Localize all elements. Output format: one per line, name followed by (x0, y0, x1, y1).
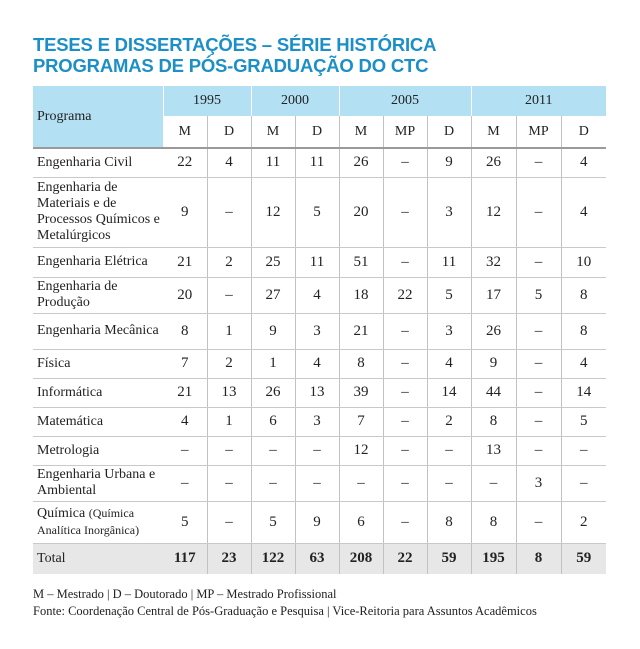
value-cell: 5 (561, 407, 606, 436)
value-cell: 14 (427, 378, 471, 407)
total-value-cell: 22 (383, 543, 427, 574)
value-cell: 26 (471, 148, 516, 177)
subheader-cell: MP (383, 116, 427, 148)
value-cell: 2 (207, 247, 251, 277)
value-cell: – (383, 349, 427, 378)
value-cell: 12 (471, 177, 516, 247)
total-value-cell: 208 (339, 543, 383, 574)
year-header-1995: 1995 (163, 86, 251, 116)
title-line-2: PROGRAMAS DE PÓS-GRADUAÇÃO DO CTC (33, 55, 429, 76)
value-cell: – (516, 436, 561, 465)
source-note: Fonte: Coordenação Central de Pós-Graduação e Pesquisa | Vice-Reitoria para Assuntos Acadêmicos (33, 604, 537, 618)
year-header-2000: 2000 (251, 86, 339, 116)
table-row (33, 465, 606, 501)
value-cell: – (383, 247, 427, 277)
value-cell: 11 (427, 247, 471, 277)
value-cell: 26 (339, 148, 383, 177)
value-cell: 1 (207, 313, 251, 349)
value-cell: 25 (251, 247, 295, 277)
value-cell: 13 (471, 436, 516, 465)
value-cell: 21 (339, 313, 383, 349)
program-name-cell (33, 378, 163, 407)
table-body (33, 148, 606, 574)
value-cell: – (383, 436, 427, 465)
value-cell: 5 (163, 501, 207, 543)
value-cell: – (295, 465, 339, 501)
value-cell: 27 (251, 277, 295, 313)
value-cell: 13 (295, 378, 339, 407)
value-cell: – (383, 313, 427, 349)
value-cell: 8 (561, 313, 606, 349)
program-subtitle: (Química Analítica Inorgânica) (37, 506, 140, 537)
value-cell: – (163, 465, 207, 501)
value-cell: 9 (163, 177, 207, 247)
value-cell: 3 (295, 313, 339, 349)
legend-note: M – Mestrado | D – Doutorado | MP – Mestrado Profissional (33, 587, 337, 601)
value-cell: 3 (516, 465, 561, 501)
value-cell: 2 (207, 349, 251, 378)
subheader-cell: M (163, 116, 207, 148)
value-cell: 2 (561, 501, 606, 543)
total-value-cell: 59 (561, 543, 606, 574)
value-cell: 9 (471, 349, 516, 378)
table-header (33, 86, 606, 148)
value-cell: – (383, 378, 427, 407)
value-cell: 8 (471, 501, 516, 543)
total-value-cell: 122 (251, 543, 295, 574)
value-cell: 14 (561, 378, 606, 407)
value-cell: 44 (471, 378, 516, 407)
value-cell: 7 (339, 407, 383, 436)
value-cell: 51 (339, 247, 383, 277)
value-cell: 26 (251, 378, 295, 407)
value-cell: – (163, 436, 207, 465)
value-cell: 32 (471, 247, 516, 277)
value-cell: – (516, 247, 561, 277)
value-cell: – (295, 436, 339, 465)
value-cell: 6 (339, 501, 383, 543)
program-name-cell (33, 177, 163, 247)
total-row (33, 543, 606, 574)
value-cell: 4 (427, 349, 471, 378)
subheader-cell: D (561, 116, 606, 148)
program-name-cell (33, 247, 163, 277)
value-cell: 3 (427, 177, 471, 247)
program-name-cell (33, 148, 163, 177)
value-cell: 6 (251, 407, 295, 436)
total-label: Total (33, 543, 163, 574)
data-table (33, 86, 606, 574)
value-cell: – (516, 407, 561, 436)
program-name: Engenharia Mecânica (37, 323, 159, 338)
table-row (33, 436, 606, 465)
subheader-cell: M (339, 116, 383, 148)
value-cell: – (561, 436, 606, 465)
value-cell: 4 (561, 349, 606, 378)
value-cell: – (427, 436, 471, 465)
value-cell: 8 (561, 277, 606, 313)
value-cell: 5 (516, 277, 561, 313)
total-value-cell: 59 (427, 543, 471, 574)
value-cell: 9 (251, 313, 295, 349)
value-cell: 1 (207, 407, 251, 436)
value-cell: 21 (163, 247, 207, 277)
value-cell: – (383, 501, 427, 543)
value-cell: 3 (295, 407, 339, 436)
footnotes (33, 586, 633, 620)
value-cell: 21 (163, 378, 207, 407)
value-cell: – (207, 277, 251, 313)
value-cell: 4 (561, 177, 606, 247)
value-cell: 9 (295, 501, 339, 543)
value-cell: – (516, 313, 561, 349)
table-row (33, 148, 606, 177)
value-cell: 11 (295, 247, 339, 277)
program-name-cell (33, 313, 163, 349)
total-value-cell: 63 (295, 543, 339, 574)
program-name: Matemática (37, 413, 104, 429)
value-cell: 12 (251, 177, 295, 247)
value-cell: 26 (471, 313, 516, 349)
value-cell: – (561, 465, 606, 501)
value-cell: 8 (427, 501, 471, 543)
table-row (33, 247, 606, 277)
value-cell: 5 (427, 277, 471, 313)
value-cell: 11 (295, 148, 339, 177)
table-row (33, 313, 606, 349)
value-cell: 5 (251, 501, 295, 543)
value-cell: – (207, 436, 251, 465)
program-name-cell (33, 407, 163, 436)
value-cell: 39 (339, 378, 383, 407)
subheader-cell: D (207, 116, 251, 148)
year-header-2011: 2011 (471, 86, 606, 116)
program-name-cell (33, 277, 163, 313)
value-cell: – (516, 349, 561, 378)
program-name: Engenharia Civil (37, 154, 133, 170)
subheader-cell: D (427, 116, 471, 148)
program-name: Engenharia Elétrica (37, 254, 148, 269)
value-cell: 12 (339, 436, 383, 465)
program-name-cell (33, 465, 163, 501)
program-name: Física (37, 355, 71, 371)
table-row (33, 349, 606, 378)
value-cell: – (339, 465, 383, 501)
value-cell: – (207, 501, 251, 543)
value-cell: – (251, 436, 295, 465)
value-cell: 8 (471, 407, 516, 436)
total-value-cell: 195 (471, 543, 516, 574)
value-cell: 1 (251, 349, 295, 378)
total-value-cell: 8 (516, 543, 561, 574)
value-cell: 7 (163, 349, 207, 378)
subheader-cell: D (295, 116, 339, 148)
value-cell: 4 (295, 277, 339, 313)
program-name: Engenharia de Materiais e de Processos Químicos e Metalúrgicos (37, 180, 160, 243)
title-line-1: TESES E DISSERTAÇÕES – SÉRIE HISTÓRICA (33, 34, 437, 55)
total-value-cell: 23 (207, 543, 251, 574)
value-cell: 9 (427, 148, 471, 177)
value-cell: 22 (163, 148, 207, 177)
program-name: Engenharia Urbana e Ambiental (37, 467, 156, 498)
subheader-cell: MP (516, 116, 561, 148)
value-cell: 4 (561, 148, 606, 177)
program-name: Informática (37, 384, 103, 400)
page-title (33, 34, 613, 76)
value-cell: 5 (295, 177, 339, 247)
value-cell: 2 (427, 407, 471, 436)
value-cell: 17 (471, 277, 516, 313)
value-cell: 18 (339, 277, 383, 313)
value-cell: 13 (207, 378, 251, 407)
value-cell: 20 (163, 277, 207, 313)
program-name: Química (37, 506, 86, 521)
value-cell: 4 (163, 407, 207, 436)
program-name-cell (33, 501, 163, 543)
table-row (33, 407, 606, 436)
value-cell: 10 (561, 247, 606, 277)
value-cell: – (383, 148, 427, 177)
value-cell: 8 (163, 313, 207, 349)
table-row (33, 177, 606, 247)
subheader-cell: M (471, 116, 516, 148)
value-cell: – (516, 177, 561, 247)
subheader-cell: M (251, 116, 295, 148)
value-cell: – (516, 501, 561, 543)
value-cell: – (251, 465, 295, 501)
value-cell: 20 (339, 177, 383, 247)
total-value-cell: 117 (163, 543, 207, 574)
value-cell: 22 (383, 277, 427, 313)
value-cell: – (207, 177, 251, 247)
value-cell: – (207, 465, 251, 501)
program-name: Metrologia (37, 442, 100, 458)
year-header-2005: 2005 (339, 86, 471, 116)
program-name: Engenharia de Produção (37, 279, 118, 310)
value-cell: 8 (339, 349, 383, 378)
table-row (33, 501, 606, 543)
value-cell: – (516, 378, 561, 407)
value-cell: – (471, 465, 516, 501)
value-cell: 4 (295, 349, 339, 378)
program-name-cell (33, 349, 163, 378)
value-cell: 4 (207, 148, 251, 177)
value-cell: – (427, 465, 471, 501)
table-row (33, 277, 606, 313)
value-cell: – (383, 465, 427, 501)
value-cell: 3 (427, 313, 471, 349)
column-header-programa: Programa (33, 86, 163, 148)
value-cell: – (516, 148, 561, 177)
program-name-cell (33, 436, 163, 465)
table-row (33, 378, 606, 407)
value-cell: 11 (251, 148, 295, 177)
value-cell: – (383, 407, 427, 436)
value-cell: – (383, 177, 427, 247)
